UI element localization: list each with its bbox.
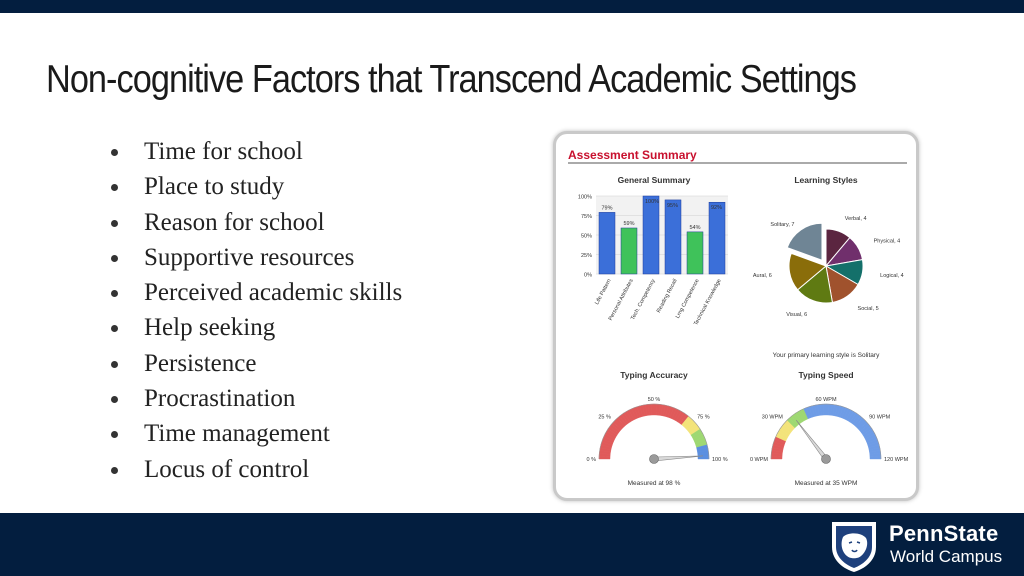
bar-value-label: 54% [689,224,701,231]
bullet-dot-icon [111,361,118,368]
pie-slice-label: Verbal, 4 [844,216,867,223]
x-tick-label: Reading Recall [655,278,679,314]
bullet-dot-icon [111,396,118,403]
typing-speed-gauge [750,397,909,464]
bar-value-label: 95% [667,202,679,209]
gauge-band [823,404,826,415]
gauge-tick-label: 0 % [586,457,596,463]
bullet-item [108,169,402,204]
bar-value-label: 79% [601,205,613,212]
bullet-dot-icon [111,255,118,262]
typing-speed-caption: Measured at 35 WPM [794,480,858,487]
typing-accuracy-title: Typing Accuracy [620,370,688,380]
general-summary-title: General Summary [617,175,691,185]
y-tick-label: 50% [580,233,592,240]
assessment-summary-header: Assessment Summary [568,148,697,162]
y-tick-label: 0% [584,272,592,279]
x-tick-label: Technical Knowledge [693,278,723,327]
bullet-text: Help seeking [144,314,276,342]
bullet-text: Locus of control [144,455,310,483]
gauge-tick-label: 50 % [647,397,661,403]
bullet-item [108,416,402,451]
gauge-tick-label: 90 WPM [869,414,891,421]
pie-slice-label: Logical, 4 [880,272,904,279]
gauge-tick-label: 25 % [598,414,611,421]
bullet-item [108,205,402,240]
bar [643,196,659,274]
bullet-item [108,381,402,416]
y-tick-label: 75% [580,214,592,220]
bullet-text: Time management [144,420,330,448]
bullet-dot-icon [111,325,118,332]
x-tick-label: Lrng Competence [674,278,701,320]
bar [665,200,681,274]
gauge-tick-label: 75 % [697,414,710,421]
bullet-dot-icon [111,220,118,227]
bullet-text: Supportive resources [144,243,355,271]
learning-styles-title: Learning Styles [794,175,858,185]
typing-speed-title: Typing Speed [798,370,854,380]
slide-title: Non-cognitive Factors that Transcend Academic Settings [46,58,856,101]
pennstate-world-campus-logo [828,516,1008,574]
learning-styles-chart [753,216,904,318]
y-tick-label: 100% [577,194,592,201]
bullet-item [108,134,402,169]
gauge-needle [654,456,703,461]
pie-slice-label: Social, 5 [857,305,879,312]
gauge-tick-label: 120 WPM [884,457,909,463]
bar [621,228,637,274]
logo-brand-text: PennState [889,521,999,546]
top-bar [0,0,1024,13]
typing-accuracy-gauge [587,397,728,464]
bullet-item [108,240,402,275]
bullet-dot-icon [111,431,118,438]
typing-accuracy-caption: Measured at 98 % [627,480,681,487]
bar-value-label: 59% [623,220,635,227]
pie-slice-label: Visual, 6 [786,311,808,318]
pie-slice-label: Solitary, 7 [770,222,795,229]
x-tick-label: Tech. Competency [630,278,657,322]
bullet-dot-icon [111,467,118,474]
primary-style-note: Your primary learning style is Solitary [772,352,880,359]
gauge-tick-label: 100 % [712,457,728,463]
logo-campus-text: World Campus [890,547,1003,566]
bullet-text: Place to study [144,173,285,201]
bullet-item [108,346,402,381]
bar-value-label: 100% [645,199,660,205]
bullet-text: Reason for school [144,208,325,236]
gauge-band [651,404,654,415]
bullet-text: Perceived academic skills [144,279,403,307]
bar [687,232,703,274]
gauge-band [870,456,881,459]
bar-value-label: 92% [711,205,723,212]
bar [599,212,615,274]
general-summary-chart [578,195,728,327]
bullet-text: Procrastination [144,385,296,413]
gauge-hub [822,455,831,464]
bullet-item [108,275,402,310]
x-tick-label: Life Pattern [594,278,613,306]
bullet-dot-icon [111,290,118,297]
bullet-item [108,452,402,487]
gauge-needle [796,420,827,460]
bullet-text: Persistence [144,349,257,377]
gauge-hub [650,455,659,464]
gauge-tick-label: 30 WPM [761,414,783,421]
pie-slice-label: Aural, 6 [752,272,772,279]
pie-slice-label: Physical, 4 [873,238,901,245]
bullet-item [108,310,402,345]
x-tick-label: Personal Attributes [607,278,635,322]
bullet-dot-icon [111,184,118,191]
bullet-list [108,134,402,487]
bullet-text: Time for school [144,138,303,165]
gauge-tick-label: 60 WPM [815,397,837,403]
gauge-tick-label: 0 WPM [749,457,768,463]
y-tick-label: 25% [580,253,592,259]
assessment-summary-panel [553,131,919,501]
bullet-dot-icon [111,149,118,156]
nittany-lion-shield-icon [828,519,880,573]
bar [709,202,725,274]
assessment-summary-graphic [556,134,916,498]
